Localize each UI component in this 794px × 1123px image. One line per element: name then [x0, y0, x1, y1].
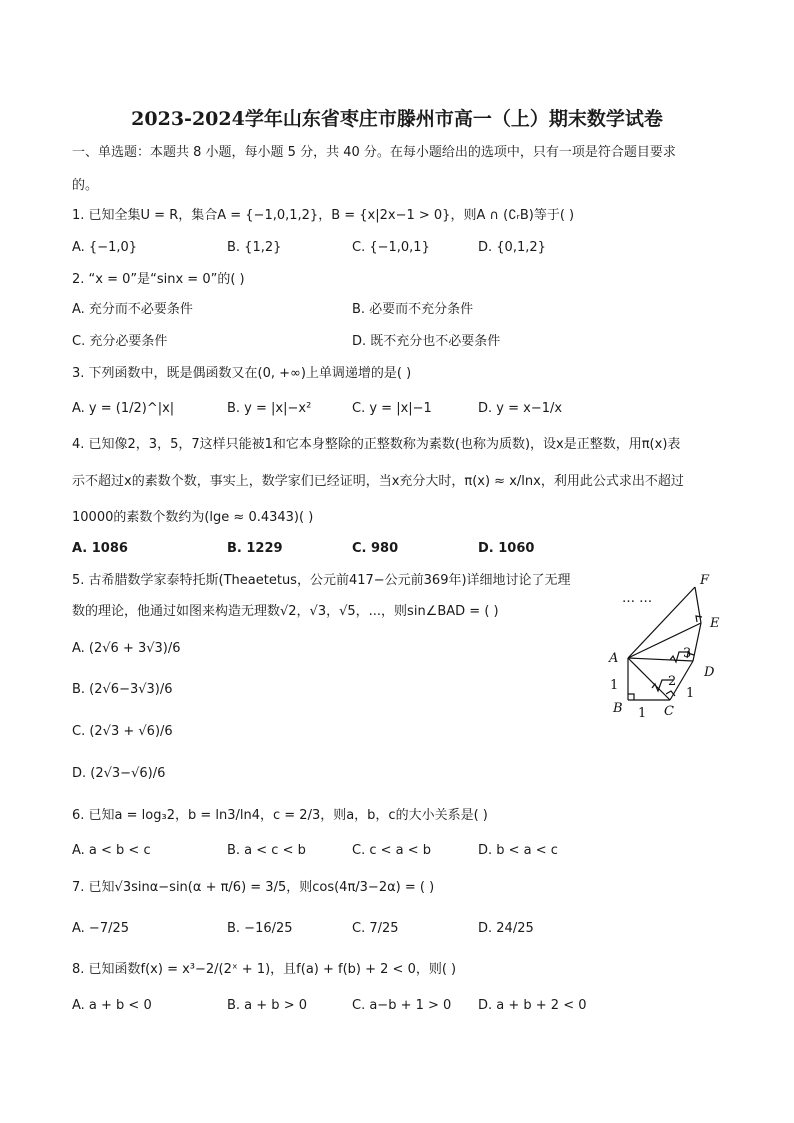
question-6-option-d: D. b < a < c: [478, 843, 558, 858]
question-7-option-b: B. −16/25: [227, 921, 293, 936]
question-5-option-c: C. (2√3 + √6)/6: [72, 724, 173, 739]
question-3-option-b: B. y = |x|−x²: [227, 401, 312, 416]
length-ab: 1: [610, 678, 619, 693]
section-heading-line1: 一、单选题：本题共 8 小题，每小题 5 分，共 40 分。在每小题给出的选项中，只有一项是符合题目要求: [72, 145, 676, 160]
question-3-stem: 3. 下列函数中，既是偶函数又在(0, +∞)上单调递增的是( ): [72, 366, 412, 381]
question-5-option-b: B. (2√6−3√3)/6: [72, 682, 173, 697]
question-8-stem: 8. 已知函数f(x) = x³−2/(2ˣ + 1)，且f(a) + f(b) + 2 < 0，则( ): [72, 962, 457, 977]
question-1-option-b: B. {1,2}: [227, 240, 282, 255]
question-5-option-d: D. (2√3−√6)/6: [72, 766, 166, 781]
question-2-stem: 2. “x = 0”是“sinx = 0”的( ): [72, 272, 245, 287]
theaetetus-spiral-figure: [600, 570, 730, 720]
question-7-option-c: C. 7/25: [352, 921, 399, 936]
question-6-option-c: C. c < a < b: [352, 843, 432, 858]
question-4-stem-line3: 10000的素数个数约为(lge ≈ 0.4343)( ): [72, 510, 314, 525]
question-3-option-d: D. y = x−1/x: [478, 401, 563, 416]
question-3-option-c: C. y = |x|−1: [352, 401, 432, 416]
figure-ellipsis: … …: [622, 591, 653, 606]
label-d: D: [704, 665, 715, 680]
label-a: A: [609, 651, 619, 666]
question-7-stem: 7. 已知√3sinα−sin(α + π/6) = 3/5，则cos(4π/3−2α) = ( ): [72, 880, 435, 895]
question-6-stem: 6. 已知a = log₃2，b = ln3/ln4，c = 2/3，则a，b，c的大小关系是( ): [72, 808, 488, 823]
question-5-stem-line2: 数的理论，他通过如图来构造无理数√2，√3，√5，...，则sin∠BAD = ( ): [72, 604, 499, 619]
question-5-stem-line1: 5. 古希腊数学家泰特托斯(Theaetetus，公元前417−公元前369年)详细地讨论了无理: [72, 573, 571, 588]
question-8-option-d: D. a + b + 2 < 0: [478, 998, 587, 1013]
sqrt-3: 3: [683, 646, 692, 661]
label-b: B: [613, 701, 623, 716]
question-4-option-a: A. 1086: [72, 541, 128, 556]
question-2-option-c: C. 充分必要条件: [72, 334, 168, 349]
sqrt-2: 2: [668, 674, 677, 689]
question-4-option-d: D. 1060: [478, 541, 535, 556]
length-bc: 1: [638, 706, 647, 720]
question-1-option-d: D. {0,1,2}: [478, 240, 546, 255]
label-c: C: [664, 704, 674, 719]
question-1-option-c: C. {−1,0,1}: [352, 240, 430, 255]
question-2-option-d: D. 既不充分也不必要条件: [352, 334, 501, 349]
question-6-option-b: B. a < c < b: [227, 843, 306, 858]
question-6-option-a: A. a < b < c: [72, 843, 151, 858]
question-8-option-c: C. a−b + 1 > 0: [352, 998, 452, 1013]
question-2-option-a: A. 充分而不必要条件: [72, 302, 193, 317]
label-f: F: [700, 573, 710, 588]
question-8-option-a: A. a + b < 0: [72, 998, 152, 1013]
question-5-option-a: A. (2√6 + 3√3)/6: [72, 641, 181, 656]
question-4-stem-line1: 4. 已知像2，3，5，7这样只能被1和它本身整除的正整数称为素数(也称为质数)，设x是正整数，用π(x)表: [72, 437, 681, 452]
question-3-option-a: A. y = (1/2)^|x|: [72, 401, 175, 416]
length-cd: 1: [686, 686, 695, 701]
question-7-option-a: A. −7/25: [72, 921, 130, 936]
section-heading-line2: 的。: [72, 178, 99, 193]
question-2-option-b: B. 必要而不充分条件: [352, 302, 474, 317]
question-7-option-d: D. 24/25: [478, 921, 534, 936]
question-4-option-b: B. 1229: [227, 541, 283, 556]
question-8-option-b: B. a + b > 0: [227, 998, 307, 1013]
question-4-option-c: C. 980: [352, 541, 399, 556]
question-1-stem: 1. 已知全集U = R，集合A = {−1,0,1,2}，B = {x|2x−1 > 0}，则A ∩ (∁ᵣB)等于( ): [72, 208, 575, 223]
question-4-stem-line2: 示不超过x的素数个数，事实上，数学家们已经证明，当x充分大时，π(x) ≈ x/lnx，利用此公式求出不超过: [72, 474, 684, 489]
question-1-option-a: A. {−1,0}: [72, 240, 138, 255]
label-e: E: [710, 616, 720, 631]
page-title: 2023-2024学年山东省枣庄市滕州市高一（上）期末数学试卷: [131, 108, 663, 130]
